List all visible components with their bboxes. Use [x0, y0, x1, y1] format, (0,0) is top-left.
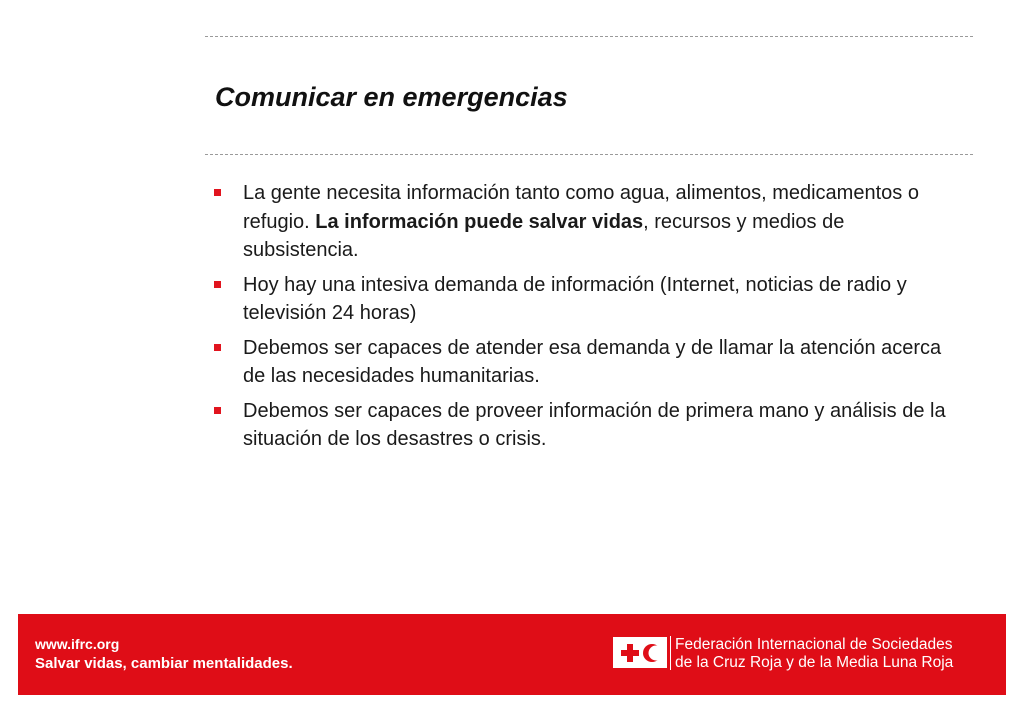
slide-title: Comunicar en emergencias: [215, 82, 568, 112]
title-divider: [205, 154, 973, 155]
org-name-line-1: Federación Internacional de Sociedades: [675, 636, 953, 653]
footer-slogan: Salvar vidas, cambiar mentalidades.: [35, 655, 293, 672]
bullet-text: Debemos ser capaces de proveer información de primera mano y análisis de la situación de los desastres o crisis.: [243, 399, 946, 450]
bullet-text: Hoy hay una intesiva demanda de información (Internet, noticias de radio y televisión 24 horas): [243, 273, 907, 324]
footer-bar: [18, 614, 1006, 695]
list-item: [213, 334, 963, 391]
bullet-text-bold: La información puede salvar vidas: [315, 210, 644, 233]
footer-url: www.ifrc.org: [35, 636, 120, 652]
list-item: [213, 179, 963, 265]
bullet-text-start: La gente necesita información tanto como agua, alimentos, medicamentos o refugio.: [243, 182, 919, 233]
square-bullet-icon: [214, 407, 221, 414]
top-divider: [205, 36, 973, 37]
red-cross-crescent-icon: [613, 637, 667, 668]
org-name-line-2: de la Cruz Roja y de la Media Luna Roja: [675, 654, 954, 671]
logo-divider: [670, 636, 671, 670]
square-bullet-icon: [214, 189, 221, 196]
bullet-list: [213, 179, 963, 460]
bullet-text-end: , recursos y medios de subsistencia.: [243, 210, 845, 261]
list-item: [213, 397, 963, 454]
square-bullet-icon: [214, 344, 221, 351]
bullet-text: Debemos ser capaces de atender esa demanda y de llamar la atención acerca de las necesidades humanitarias.: [243, 336, 942, 387]
square-bullet-icon: [214, 281, 221, 288]
list-item: [213, 271, 963, 328]
